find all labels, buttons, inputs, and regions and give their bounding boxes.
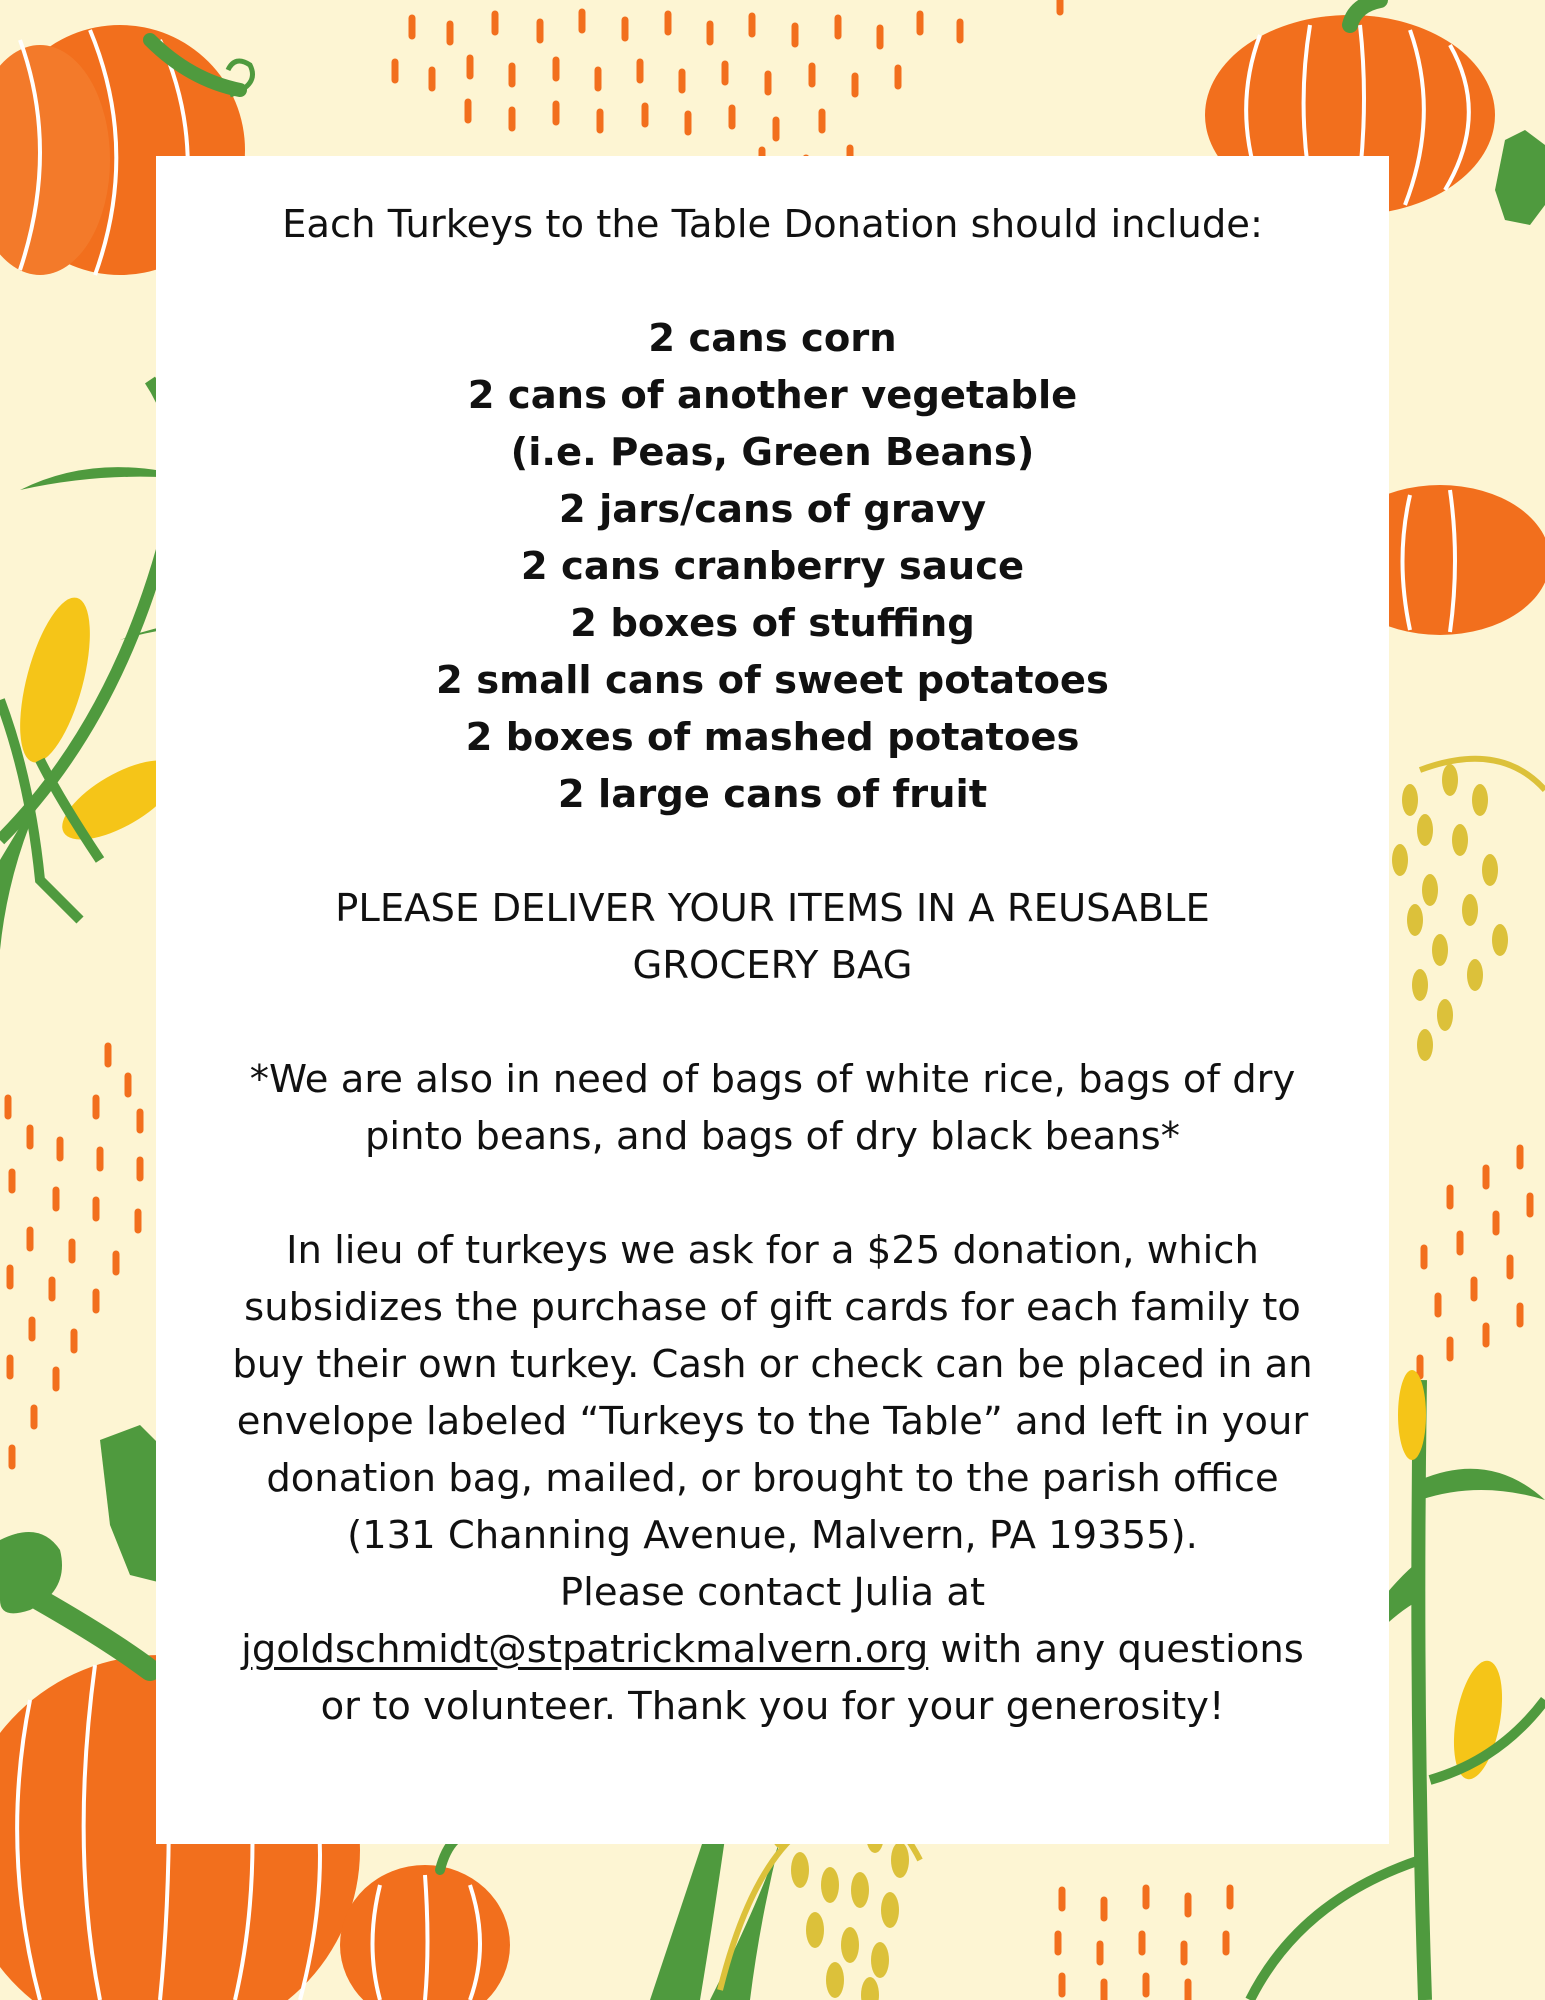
wheat-icon xyxy=(1392,759,1545,1061)
list-item: 2 large cans of fruit xyxy=(557,772,988,817)
list-item: 2 boxes of stuffing xyxy=(570,601,975,646)
dash-pattern-top xyxy=(395,0,1060,176)
donation-info-line: subsidizes the purchase of gift cards for each family to xyxy=(244,1285,1301,1330)
contact-line: Please contact Julia at xyxy=(559,1570,986,1615)
list-item: 2 cans cranberry sauce xyxy=(520,544,1025,589)
pumpkin-icon xyxy=(340,1840,510,2000)
flyer-content xyxy=(190,196,1355,1735)
contact-email-link[interactable]: jgoldschmidt@stpatrickmalvern.org xyxy=(241,1627,929,1672)
donation-info-line: buy their own turkey. Cash or check can be placed in an xyxy=(232,1342,1313,1387)
list-item: 2 cans corn xyxy=(648,316,897,361)
donation-info-line: donation bag, mailed, or brought to the parish office xyxy=(266,1456,1279,1501)
dash-pattern-right xyxy=(1420,1148,1530,1376)
list-item: 2 jars/cans of gravy xyxy=(558,487,987,532)
contact-email-line xyxy=(190,1621,1355,1678)
list-item: 2 small cans of sweet potatoes xyxy=(436,658,1109,703)
closing-line: or to volunteer. Thank you for your generosity! xyxy=(320,1684,1225,1729)
bag-note-line: PLEASE DELIVER YOUR ITEMS IN A REUSABLE xyxy=(335,886,1210,931)
contact-suffix: with any questions xyxy=(928,1627,1304,1672)
bag-note-line: GROCERY BAG xyxy=(632,943,913,988)
donation-info-line: envelope labeled “Turkeys to the Table” and left in your xyxy=(236,1399,1309,1444)
intro-text: Each Turkeys to the Table Donation should include: xyxy=(282,202,1263,247)
list-item: 2 cans of another vegetable xyxy=(467,373,1078,418)
donation-info-line: In lieu of turkeys we ask for a $25 donation, which xyxy=(286,1228,1259,1273)
rice-note-line: *We are also in need of bags of white rice, bags of dry xyxy=(249,1057,1296,1102)
dash-pattern-left xyxy=(8,1046,140,1466)
list-item: (i.e. Peas, Green Beans) xyxy=(510,430,1035,475)
parish-address-line: (131 Channing Avenue, Malvern, PA 19355). xyxy=(347,1513,1198,1558)
list-item: 2 boxes of mashed potatoes xyxy=(465,715,1080,760)
rice-note-line: pinto beans, and bags of dry black beans* xyxy=(364,1114,1180,1159)
donation-item-list xyxy=(190,310,1355,823)
dash-pattern-bottom xyxy=(1058,1888,1230,2000)
